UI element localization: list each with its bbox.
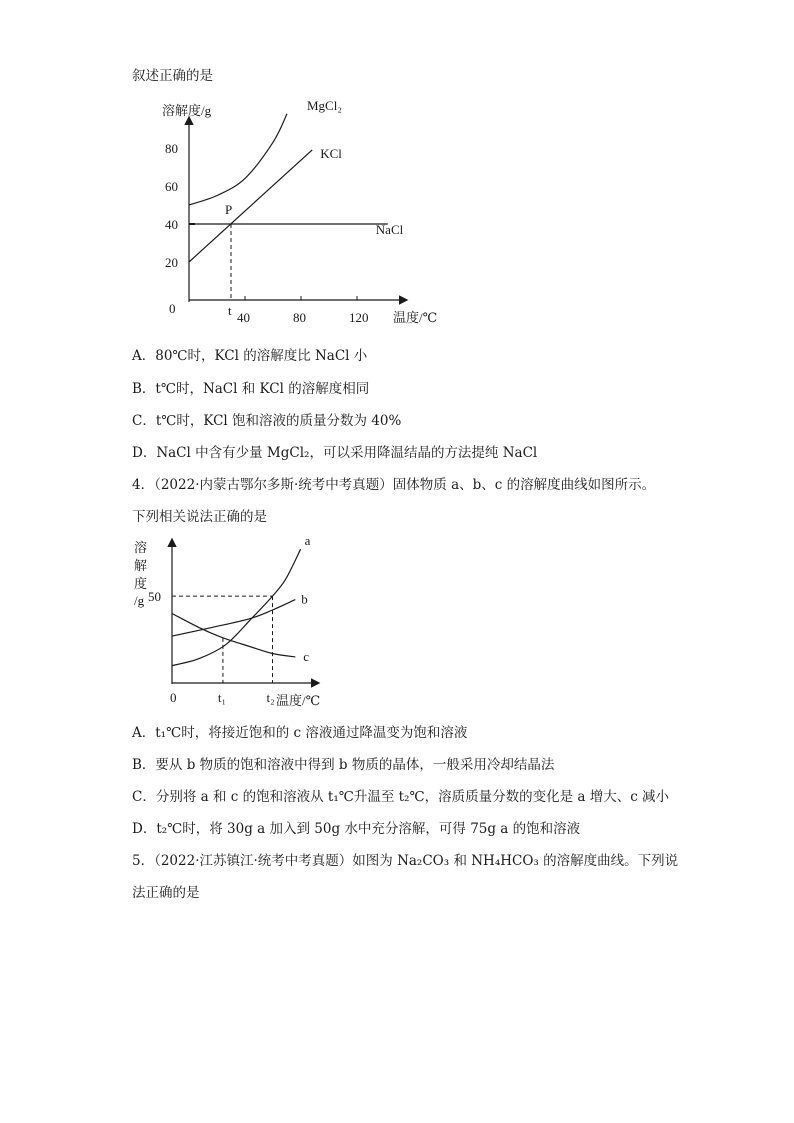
chart1-xlabel: 温度/℃: [393, 310, 438, 325]
chart2-x-tick-label: t₁: [217, 690, 227, 705]
chart2-xlabel: 温度/℃: [276, 693, 321, 708]
chart1-origin-label: 0: [169, 301, 176, 316]
chart1-series-label: MgCl₂: [307, 97, 342, 113]
chart1-y-tick-label: 80: [165, 141, 178, 156]
chart1-series-label: NaCl: [375, 222, 404, 237]
chart1-y-tick-label: 40: [165, 217, 178, 232]
chart2-ylabel-char-2: 解: [134, 558, 148, 573]
q4-stem-line1: 4．（2022·内蒙古鄂尔多斯·统考中考真题）固体物质 a、b、c 的溶解度曲线如图所示。: [132, 477, 656, 493]
chart2-y-tick-label: 50: [148, 589, 161, 605]
q4-option-a: A．t₁℃时，将接近饱和的 c 溶液通过降温变为饱和溶液: [132, 725, 468, 741]
q3-option-d: D．NaCl 中含有少量 MgCl₂，可以采用降温结晶的方法提纯 NaCl: [132, 445, 538, 461]
chart1-ylabel: 溶解度/g: [162, 103, 212, 118]
q4-option-c: C．分别将 a 和 c 的饱和溶液从 t₁℃升温至 t₂℃，溶质质量分数的变化是 a 增大、c 减小: [132, 789, 670, 805]
chart2-series-label: c: [303, 648, 310, 664]
chart2-series-line: [172, 549, 301, 665]
q5-stem-line2: 法正确的是: [132, 885, 200, 901]
chart1-x-tick-label: 40: [237, 310, 250, 325]
chart1-x-tick-label: 120: [349, 310, 369, 325]
chart2-x-tick-label: t₂: [266, 690, 275, 705]
chart2-ylabel-char-3: 度: [134, 576, 148, 591]
chart2-series-line: [172, 614, 295, 657]
chart1-y-tick-label: 20: [165, 255, 178, 270]
q4-stem-line2: 下列相关说法正确的是: [132, 509, 267, 525]
chart1-t-label: t: [228, 303, 232, 318]
chart1-point-label: P: [225, 202, 233, 217]
q3-option-b: B．t℃时，NaCl 和 KCl 的溶解度相同: [132, 381, 370, 397]
q4-option-b: B．要从 b 物质的饱和溶液中得到 b 物质的晶体，一般采用冷却结晶法: [132, 757, 555, 773]
chart-2: [128, 532, 358, 712]
q4-option-d: D．t₂℃时，将 30g a 加入到 50g 水中充分溶解，可得 75g a 的饱和溶液: [132, 821, 581, 837]
chart2-ylabel-char-1: 溶: [134, 540, 148, 555]
chart1-series-line: [189, 114, 287, 205]
chart1-x-tick-label: 80: [293, 310, 306, 325]
chart1-y-tick-label: 60: [165, 179, 178, 194]
q3-option-c: C．t℃时，KCl 饱和溶液的质量分数为 40%: [132, 413, 402, 429]
chart1-series-label: KCl: [320, 145, 342, 161]
q5-stem-line1: 5．（2022·江苏镇江·统考中考真题）如图为 Na₂CO₃ 和 NH₄HCO₃ 的溶解度曲线。下列说: [132, 853, 679, 869]
chart-1: [140, 90, 460, 330]
chart1-series-line: [189, 150, 312, 262]
chart2-ylabel-char-4: /g: [134, 593, 145, 608]
chart-1-svg: [140, 90, 460, 330]
chart2-origin-label: 0: [170, 690, 177, 705]
chart2-series-label: b: [301, 591, 308, 607]
q3-option-a: A．80℃时，KCl 的溶解度比 NaCl 小: [132, 348, 368, 364]
intro-line: 叙述正确的是: [132, 68, 213, 84]
chart2-series-label: a: [304, 533, 311, 549]
chart2-series-line: [172, 600, 295, 637]
chart-2-svg: [128, 532, 358, 712]
